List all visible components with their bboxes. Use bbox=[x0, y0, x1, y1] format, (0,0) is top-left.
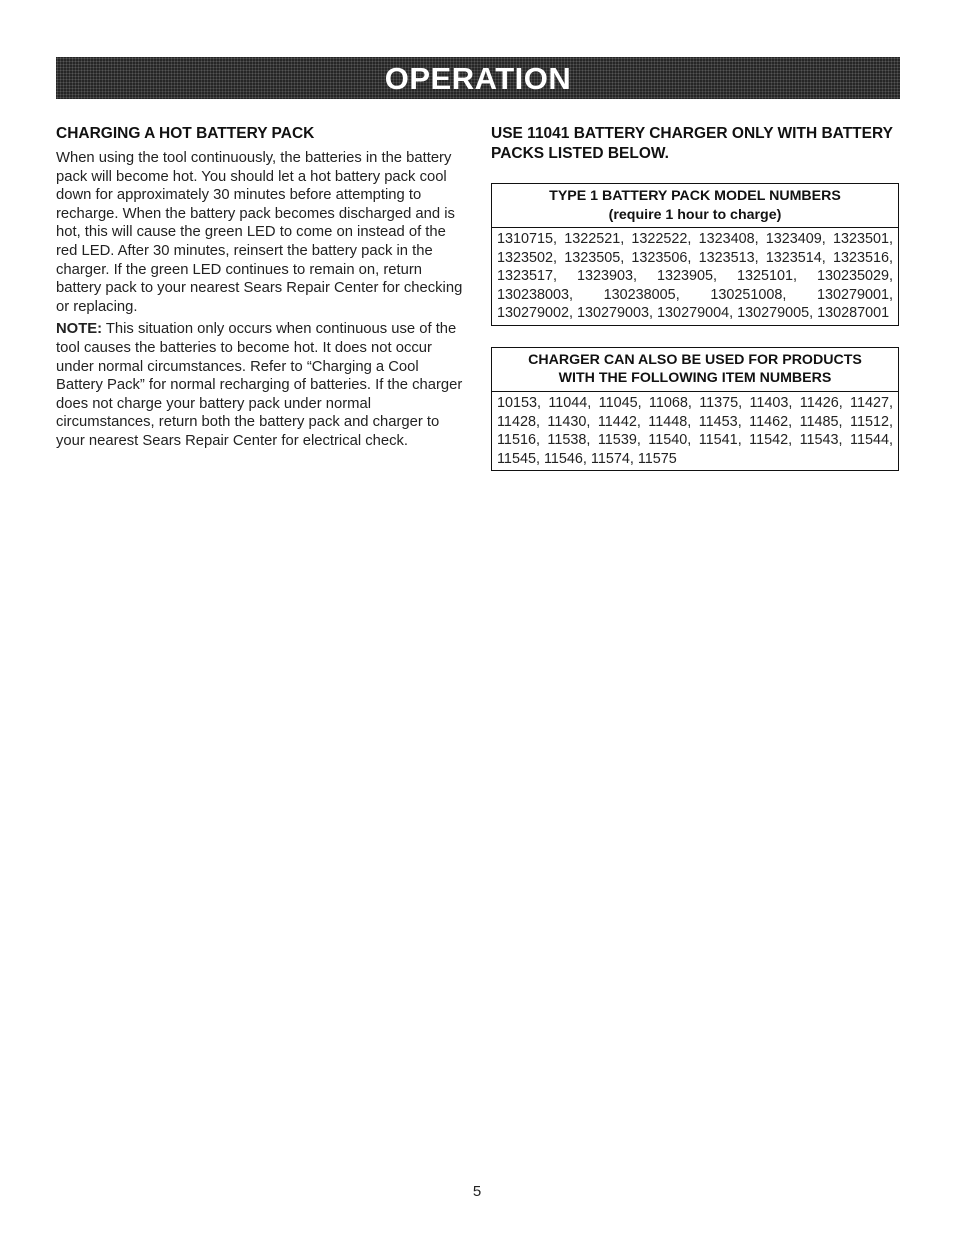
compatible-products-title-line1: CHARGER CAN ALSO BE USED FOR PRODUCTS bbox=[528, 351, 862, 368]
battery-model-numbers-list: 1310715, 1322521, 1322522, 1323408, 1323409, 1323501, 1323502, 1323505, 1323506, 1323513, 1323514, 1323516, 1323517, 1323903, 1323905, 1325101, 130235029, 130238003, 130238005, 130251008, 130279001, 130279002, 130279003, 130279004, 130279005, 130287001 bbox=[497, 231, 893, 322]
battery-charge-time-note: (require 1 hour to charge) bbox=[608, 206, 782, 223]
battery-model-numbers-box bbox=[491, 183, 899, 326]
compatible-products-list: 10153, 11044, 11045, 11068, 11375, 11403, 11426, 11427, 11428, 11430, 11442, 11448, 11453, 11462, 11485, 11512, 11516, 11538, 11539, 11540, 11541, 11542, 11543, 11544, 11545, 11546, 11574, 11575 bbox=[497, 394, 893, 467]
left-column bbox=[56, 124, 464, 455]
compatible-products-box bbox=[491, 347, 899, 471]
battery-model-numbers-header bbox=[492, 184, 898, 228]
charger-compatibility-heading: USE 11041 BATTERY CHARGER ONLY WITH BATTERY PACKS LISTED BELOW. bbox=[491, 125, 893, 162]
compatible-products-header bbox=[492, 348, 898, 392]
note-text: This situation only occurs when continuous use of the tool causes the batteries to become hot. It does not occur under normal circumstances. Refer to “Charging a Cool Battery Pack” for normal recharging of batteries. If the charger does not charge your battery pack under normal circumstances, return both the battery pack and charger to your nearest Sears Repair Center for electrical check. bbox=[56, 321, 463, 449]
battery-model-numbers-title: TYPE 1 BATTERY PACK MODEL NUMBERS bbox=[549, 188, 841, 204]
section-banner bbox=[56, 57, 900, 99]
compatible-products-title-line2: WITH THE FOLLOWING ITEM NUMBERS bbox=[558, 370, 832, 387]
hot-battery-paragraph: When using the tool continuously, the batteries in the battery pack will become hot. You should let a hot battery pack cool down for approximately 30 minutes before attempting to recharge. When the battery pack becomes discharged and is hot, this will cause the green LED to come on instead of the red LED. After 30 minutes, reinsert the battery pack in the charger. If the green LED continues to remain on, return battery pack to your nearest Sears Repair Center for checking or replacing. bbox=[56, 150, 463, 315]
banner-title: OPERATION bbox=[384, 60, 572, 96]
note-paragraph bbox=[56, 320, 464, 450]
page-number: 5 bbox=[472, 1183, 482, 1200]
right-column bbox=[491, 124, 902, 471]
note-label: NOTE: bbox=[56, 321, 103, 338]
hot-battery-heading: CHARGING A HOT BATTERY PACK bbox=[56, 125, 315, 142]
